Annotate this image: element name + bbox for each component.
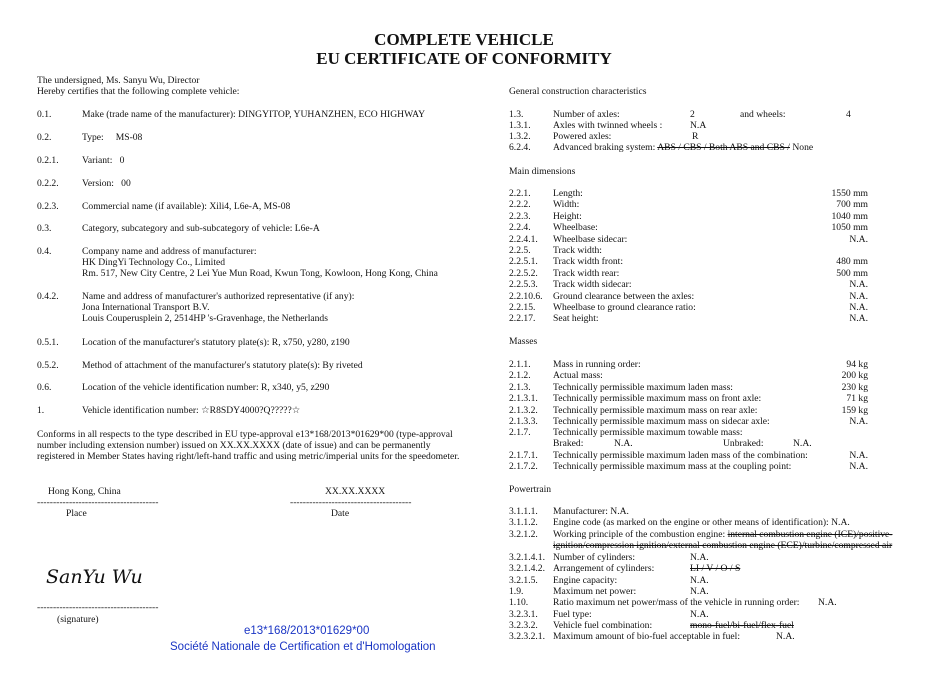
power-value: N.A.: [690, 586, 709, 597]
row-num: 2.2.3.: [509, 210, 531, 222]
item-num: 1.: [37, 405, 45, 416]
row-value: 71 kg: [846, 393, 868, 405]
item-num: 0.2.3.: [37, 201, 59, 212]
row-num: 2.2.5.: [509, 245, 531, 256]
conforms-line-3: registered in Member States having right/left-hand traffic and using metric/imperial units for the speedometer.: [37, 451, 460, 462]
braking-struck: ABS / CBS / Both ABS and CBS /: [657, 142, 790, 153]
dimensions-header: Main dimensions: [509, 166, 576, 177]
signature-dashes: --------------------------------------: [37, 602, 159, 613]
row-value: N.A.: [849, 416, 868, 427]
item-make: Make (trade name of the manufacturer): DINGYITOP, YUHANZHEN, ECO HIGHWAY: [82, 109, 426, 120]
row-num: 3.1.1.1.: [509, 506, 538, 517]
row-label: Width:: [553, 199, 580, 211]
intro-line-2: Hereby certifies that the following complete vehicle:: [37, 86, 240, 97]
power-label: Maximum net power:: [553, 586, 637, 597]
row-value: 1050 mm: [831, 222, 868, 234]
fuel-type-value: N.A.: [690, 609, 709, 620]
cylinders-value: N.A.: [690, 552, 709, 563]
arrangement-label: Arrangement of cylinders:: [553, 563, 655, 574]
row-num: 2.1.7.2.: [509, 461, 538, 473]
working-principle-struck-2: ignition/compression ignition/external combustion engine (ECE)/turbine/compressed air: [553, 540, 893, 551]
row-label: Technically permissible maximum laden mass of the combination:: [553, 450, 808, 461]
row-label: Ground clearance between the axles:: [553, 290, 695, 302]
item-num: 0.3.: [37, 223, 52, 234]
row-num: 6.2.4.: [509, 142, 531, 153]
row-num: 3.2.1.5.: [509, 575, 538, 586]
item-vin: Vehicle identification number: ☆R8SDY4000?Q?????☆: [82, 405, 301, 416]
ratio-label: Ratio maximum net power/mass of the vehicle in running order:: [553, 597, 800, 608]
item-vin-location: Location of the vehicle identification number: R, x340, y5, z290: [82, 382, 330, 393]
row-label: Technically permissible maximum mass on rear axle:: [553, 404, 758, 416]
row-label: Seat height:: [553, 313, 599, 325]
axles-label: Number of axles:: [553, 109, 620, 120]
row-num: 2.1.1.: [509, 359, 531, 370]
row-label: Wheelbase:: [553, 222, 598, 234]
capacity-label: Engine capacity:: [553, 575, 618, 586]
arrangement-struck: LI / V / O / S: [690, 563, 741, 574]
row-num: 1.9.: [509, 586, 524, 597]
row-num: 1.3.2.: [509, 131, 531, 142]
conforms-line-2: number including extension number) issued on XX.XX.XXXX (date of issue) and can be permanently: [37, 440, 431, 451]
row-num: 2.2.4.: [509, 222, 531, 234]
row-num: 3.2.1.4.1.: [509, 552, 545, 563]
item-type: Type: MS-08: [82, 132, 143, 143]
row-label: Actual mass:: [553, 370, 603, 382]
row-value: N.A.: [849, 302, 868, 313]
item-version: Version: 00: [82, 178, 131, 189]
unbraked-label: Unbraked:: [723, 438, 764, 449]
item-num: 0.2.: [37, 132, 52, 143]
twin-label: Axles with twinned wheels :: [553, 120, 663, 131]
row-num: 2.2.5.3.: [509, 279, 538, 291]
item-manufacturer-label: Company name and address of manufacturer:: [82, 246, 257, 257]
row-value: N.A.: [849, 279, 868, 291]
row-label: Technically permissible maximum laden mass:: [553, 381, 733, 393]
item-representative-label: Name and address of manufacturer's authorized representative (if any):: [82, 291, 355, 302]
powertrain-header: Powertrain: [509, 484, 552, 495]
title-complete-vehicle: COMPLETE VEHICLE: [374, 30, 554, 49]
date-dashes: --------------------------------------: [290, 497, 412, 508]
conforms-line-1: Conforms in all respects to the type described in EU type-approval e13*168/2013*01629*00 (type-approval: [37, 429, 453, 440]
row-label: Track width front:: [553, 256, 623, 268]
row-num: 2.2.1.: [509, 188, 531, 199]
braked-value: N.A.: [614, 438, 633, 449]
engine-code: Engine code (as marked on the engine or other means of identification): N.A.: [553, 517, 850, 528]
powered-value: R: [692, 131, 699, 142]
row-value: 230 kg: [841, 381, 868, 393]
twin-value: N.A: [690, 120, 707, 131]
row-num: 3.2.1.2.: [509, 529, 538, 540]
braked-label: Braked:: [553, 438, 584, 449]
item-plate-location: Location of the manufacturer's statutory plate(s): R, x750, y280, z190: [82, 337, 350, 348]
braking-value: None: [792, 142, 814, 153]
row-value: 700 mm: [836, 199, 868, 211]
row-num: 2.1.7.: [509, 427, 531, 439]
working-principle-struck-1: internal combustion engine (ICE)/positive-: [727, 529, 893, 540]
row-num: 2.2.10.6.: [509, 290, 543, 302]
item-num: 0.4.2.: [37, 291, 59, 302]
date-label: Date: [331, 508, 350, 519]
manufacturer-name: HK DingYi Technology Co., Limited: [82, 257, 226, 268]
row-num: 3.2.3.1.: [509, 609, 538, 620]
representative-address: Louis Couperusplein 2, 2514HP 's-Gravenhage, the Netherlands: [82, 313, 328, 324]
item-num: 0.1.: [37, 109, 52, 120]
row-value: N.A.: [849, 290, 868, 302]
row-value: 480 mm: [836, 256, 868, 268]
item-num: 0.2.2.: [37, 178, 59, 189]
manufacturer-address: Rm. 517, New City Centre, 2 Lei Yue Mun Road, Kwun Tong, Kowloon, Hong Kong, China: [82, 268, 438, 279]
biofuel-value: N.A.: [776, 631, 795, 642]
item-num: 0.6.: [37, 382, 52, 393]
cylinders-label: Number of cylinders:: [553, 552, 636, 563]
row-value: 200 kg: [841, 370, 868, 382]
fuel-type-label: Fuel type:: [553, 609, 592, 620]
unbraked-value: N.A.: [793, 438, 812, 449]
place-value: Hong Kong, China: [48, 486, 121, 497]
item-num: 0.4.: [37, 246, 52, 257]
powered-label: Powered axles:: [553, 131, 612, 142]
row-value: 94 kg: [846, 359, 868, 370]
wheels-label: and wheels:: [740, 109, 786, 120]
row-label: Technically permissible maximum mass on sidecar axle:: [553, 416, 770, 427]
row-value: 159 kg: [841, 404, 868, 416]
row-label: Length:: [553, 188, 583, 199]
ratio-value: N.A.: [818, 597, 837, 608]
approval-number: e13*168/2013*01629*00: [244, 625, 370, 637]
row-value: 1040 mm: [831, 210, 868, 222]
row-label: Wheelbase to ground clearance ratio:: [553, 302, 696, 313]
item-plate-attachment: Method of attachment of the manufacturer's statutory plate(s): By riveted: [82, 360, 363, 371]
row-num: 2.2.2.: [509, 199, 531, 211]
general-header: General construction characteristics: [509, 86, 647, 97]
working-principle-label: Working principle of the combustion engine:: [553, 529, 726, 540]
biofuel-label: Maximum amount of bio-fuel acceptable in fuel:: [553, 631, 741, 642]
row-num: 2.1.3.2.: [509, 404, 538, 416]
row-num: 1.3.1.: [509, 120, 531, 131]
row-value: N.A.: [849, 461, 868, 473]
wheels-value: 4: [846, 109, 851, 120]
row-label: Technically permissible maximum mass on front axle:: [553, 393, 762, 405]
row-num: 2.2.15.: [509, 302, 536, 313]
row-num: 2.1.3.: [509, 381, 531, 393]
row-value: N.A.: [849, 450, 868, 461]
item-variant: Variant: 0: [82, 155, 125, 166]
item-category: Category, subcategory and sub-subcategory of vehicle: L6e-A: [82, 223, 320, 234]
braking-row: [553, 142, 813, 153]
row-value: N.A.: [849, 233, 868, 245]
row-label: Track width:: [553, 245, 602, 256]
item-num: 0.5.2.: [37, 360, 59, 371]
masses-header: Masses: [509, 336, 538, 347]
row-num: 3.2.3.2.1.: [509, 631, 545, 642]
row-num: 2.2.17.: [509, 313, 536, 325]
row-num: 1.10.: [509, 597, 529, 608]
working-principle-row: [553, 529, 892, 540]
row-label: Wheelbase sidecar:: [553, 233, 628, 245]
capacity-value: N.A.: [690, 575, 709, 586]
row-num: 2.1.2.: [509, 370, 531, 382]
fuel-combination-label: Vehicle fuel combination:: [553, 620, 653, 631]
row-num: 2.1.3.1.: [509, 393, 538, 405]
row-label: Technically permissible maximum towable mass:: [553, 427, 743, 439]
row-num: 2.1.3.3.: [509, 416, 538, 427]
row-num: 3.2.3.2.: [509, 620, 538, 631]
authority-name: Société Nationale de Certification et d'Homologation: [170, 641, 436, 653]
row-num: 2.2.4.1.: [509, 233, 538, 245]
braking-label: Advanced braking system:: [553, 142, 656, 153]
row-label: Track width sidecar:: [553, 279, 632, 291]
row-num: 3.1.1.2.: [509, 517, 538, 528]
representative-name: Jona International Transport B.V.: [82, 302, 210, 313]
place-label: Place: [66, 508, 87, 519]
fuel-combination-struck: mono-fuel/bi-fuel/flex-fuel: [690, 620, 794, 631]
item-num: 0.2.1.: [37, 155, 59, 166]
row-label: Mass in running order:: [553, 359, 641, 370]
row-num: 2.2.5.1.: [509, 256, 538, 268]
date-value: XX.XX.XXXX: [325, 486, 386, 497]
row-num: 2.2.5.2.: [509, 267, 538, 279]
row-num: 2.1.7.1.: [509, 450, 538, 461]
row-label: Height:: [553, 210, 582, 222]
row-value: N.A.: [849, 313, 868, 325]
row-value: 500 mm: [836, 267, 868, 279]
signature: SanYu Wu: [46, 566, 143, 588]
row-value: 1550 mm: [831, 188, 868, 199]
axles-value: 2: [690, 109, 695, 120]
title-certificate: EU CERTIFICATE OF CONFORMITY: [316, 49, 612, 68]
row-num: 3.2.1.4.2.: [509, 563, 545, 574]
item-num: 0.5.1.: [37, 337, 59, 348]
row-label: Track width rear:: [553, 267, 620, 279]
signature-label: (signature): [57, 614, 99, 625]
intro-line-1: The undersigned, Ms. Sanyu Wu, Director: [37, 75, 200, 86]
row-label: Technically permissible maximum mass at the coupling point:: [553, 461, 792, 473]
engine-manufacturer: Manufacturer: N.A.: [553, 506, 629, 517]
row-num: 1.3.: [509, 109, 524, 120]
item-commercial-name: Commercial name (if available): Xili4, L6e-A, MS-08: [82, 201, 291, 212]
place-dashes: --------------------------------------: [37, 497, 159, 508]
